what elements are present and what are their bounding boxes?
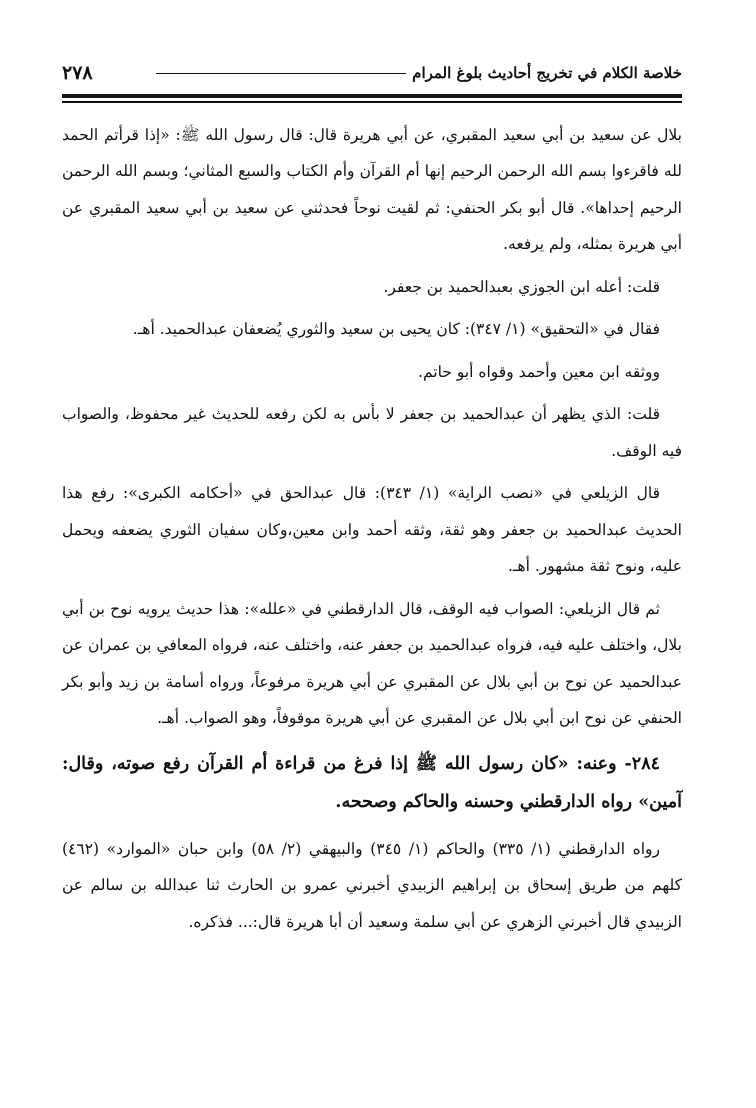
title-dash-line (156, 73, 406, 74)
running-title-group (156, 64, 682, 82)
paragraph-1: بلال عن سعيد بن أبي سعيد المقبري، عن أبي هريرة قال: قال رسول الله ﷺ: «إذا قرأتم الحمد لله فاقرءوا بسم الله الرحمن الرحيم إنها أم القرآن وأم الكتاب والسبع المثاني؛ وبسم الله الرحمن الرحيم إحداها». قال أبو بكر الحنفي: ثم لقيت نوحاً فحدثني عن سعيد بن أبي سعيد المقبري عن أبي هريرة بمثله، ولم يرفعه. (62, 125, 682, 253)
paragraph-4: ووثقه ابن معين وأحمد وقواه أبو حاتم. (418, 362, 660, 381)
hadith-284: ٢٨٤- وعنه: «كان رسول الله ﷺ إذا فرغ من قراءة أم القرآن رفع صوته، وقال: آمين» رواه الدارقطني وحسنه والحاكم وصححه. (62, 753, 682, 812)
final-paragraph: رواه الدارقطني (١/ ٣٣٥) والحاكم (١/ ٣٤٥) والبيهقي (٢/ ٥٨) وابن حبان «الموارد» (٤٦٢) كلهم من طريق إسحاق بن إبراهيم الزبيدي أخبرني عمرو بن الحارث ثنا عبدالله بن سالم عن الزبيدي قال أخبرني الزهري عن أبي سلمة وسعيد أن أبا هريرة قال:... فذكره. (62, 839, 682, 931)
paragraph-7: ثم قال الزيلعي: الصواب فيه الوقف، قال الدارقطني في «علله»: هذا حديث يرويه نوح بن أبي بلال، واختلف عليه فيه، فرواه عبدالحميد بن جعفر عنه، واختلف عنه، فرواه المعافي بن عمران عن عبدالحميد عن نوح بن أبي بلال عن المقبري عن أبي هريرة مرفوعاً، ورواه أسامة بن زيد وأبو بكر الحنفي عن نوح ابن أبي بلال عن المقبري عن أبي هريرة موقوفاً، وهو الصواب. أهـ. (62, 599, 682, 727)
paragraph-3: فقال في «التحقيق» (١/ ٣٤٧): كان يحيى بن سعيد والثوري يُضعفان عبدالحميد. أهـ. (132, 320, 660, 338)
paragraph-6: قال الزيلعي في «نصب الراية» (١/ ٣٤٣): قال عبدالحق في «أحكامه الكبرى»: رفع هذا الحديث عبدالحميد بن جعفر وهو ثقة، وثقه أحمد وابن معين،وكان سفيان الثوري يضعفه ويحمل عليه، ونوح ثقة مشهور. أهـ. (62, 484, 682, 575)
running-title: خلاصة الكلام في تخريج أحاديث بلوغ المرام (412, 64, 682, 82)
page-number: ٢٧٨ (62, 62, 93, 84)
paragraph-5: قلت: الذي يظهر أن عبدالحميد بن جعفر لا بأس به لكن رفعه للحديث غير محفوظ، والصواب فيه الوقف. (62, 405, 682, 460)
header-rule-thin (62, 101, 682, 103)
paragraph-2: قلت: أعله ابن الجوزي بعبدالحميد بن جعفر. (383, 277, 660, 296)
page-header (62, 58, 682, 88)
page-body (62, 117, 682, 941)
header-rule-thick (62, 94, 682, 98)
